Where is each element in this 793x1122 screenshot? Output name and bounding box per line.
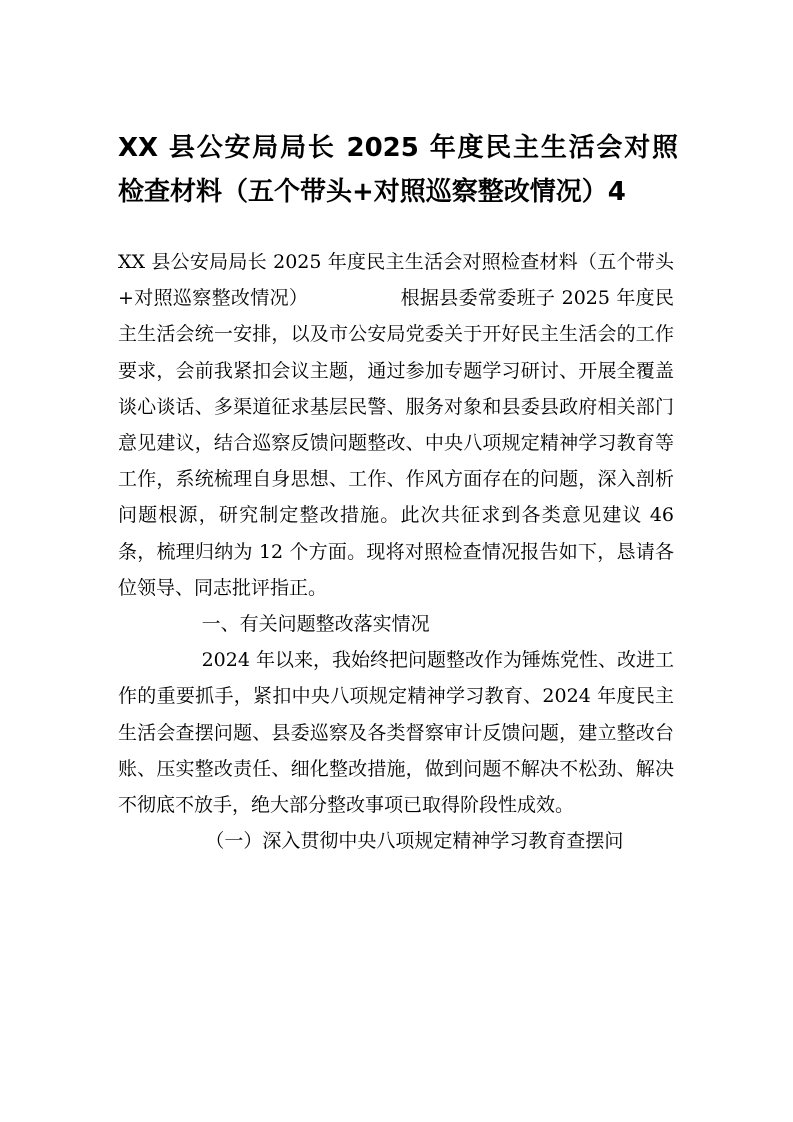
title-line-2: 检查材料（五个带头+对照巡察整改情况）4 <box>118 177 626 207</box>
document-body <box>118 244 674 859</box>
title-line-1: XX 县公安局局长 2025 年度民主生活会对照 <box>118 133 678 163</box>
section-1-paragraph: 2024 年以来，我始终把问题整改作为锤炼党性、改进工作的重要抓手，紧扣中央八项规定精神学习教育、2024 年度民主生活会查摆问题、县委巡察及各类督察审计反馈问题，建立整改台账、压实整改责任、细化整改措施，做到问题不解决不松劲、解决不彻底不放手，绝大部分整改事项已取得阶段性成效。 <box>118 649 674 817</box>
section-1-heading: 一、有关问题整改落实情况 <box>201 613 430 636</box>
document-title <box>118 126 678 214</box>
intro-body-text: 根据县委常委班子 2025 年度民主生活会统一安排，以及市公安局党委关于开好民主生活会的工作要求，会前我紧扣会议主题，通过参加专题学习研讨、开展全覆盖谈心谈话、多渠道征求基层民警、服务对象和县委县政府相关部门意见建议，结合巡察反馈问题整改、中央八项规定精神学习教育等工作，系统梳理自身思想、工作、作风方面存在的问题，深入剖析问题根源，研究制定整改措施。此次共征求到各类意见建议 46 条，梳理归纳为 12 个方面。现将对照检查情况报告如下，恳请各位领导、同志批评指正。 <box>118 287 675 599</box>
intro-heading-text: XX 县公安局局长 2025 年度民主生活会对照检查材料（五个带头+对照巡察整改情况） <box>118 251 674 310</box>
intro-paragraph <box>118 244 674 606</box>
subsection-1-heading: （一）深入贯彻中央八项规定精神学习教育查摆问 <box>205 830 624 853</box>
